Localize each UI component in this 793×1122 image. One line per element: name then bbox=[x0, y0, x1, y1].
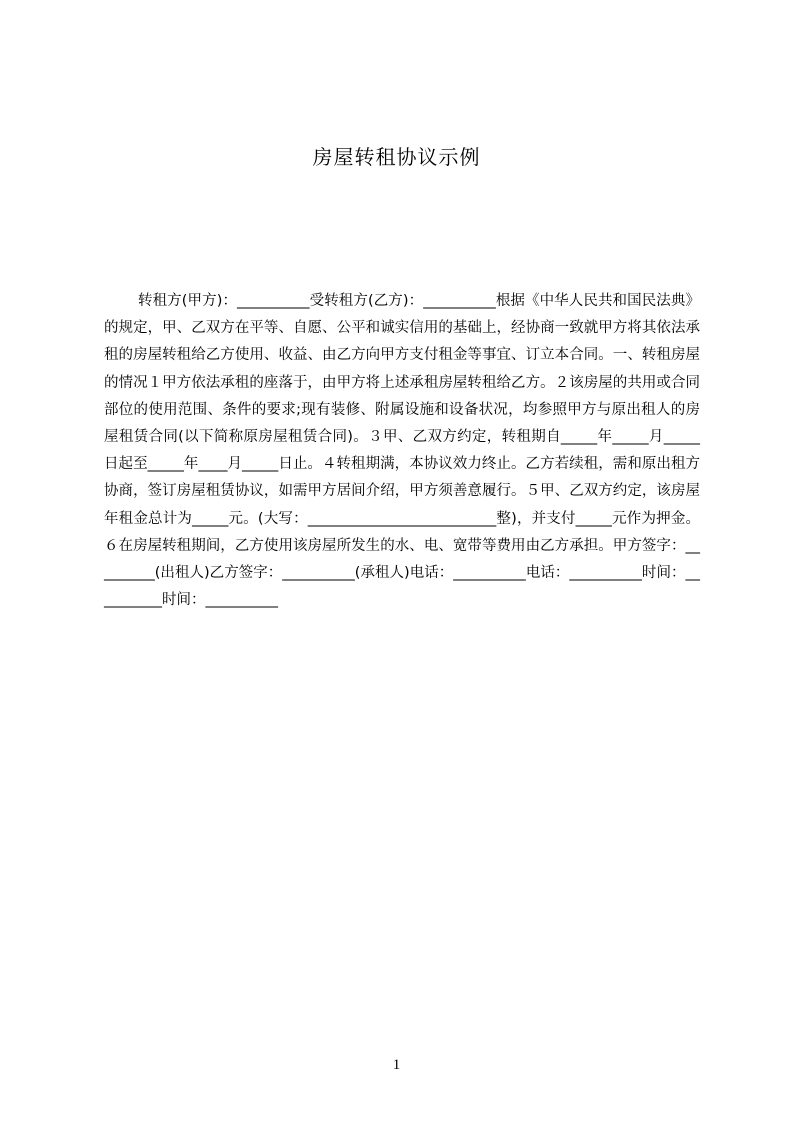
agreement-body: 转租方(甲方)：__________受转租方(乙方)：__________根据《中华人民共和国民法典》的规定，甲、乙双方在平等、自愿、公平和诚实信用的基础上，经协商一致就甲方将其依法承租的房屋转租给乙方使用、收益、由乙方向甲方支付租金等事宜、订立本合同。一、转租房屋的情况１甲方依法承租的座落于，由甲方将上述承租房屋转租给乙方。２该房屋的共用或合同部位的使用范围、条件的要求;现有装修、附属设施和设备状况，均参照甲方与原出租人的房屋租赁合同(以下简称原房屋租赁合同)。３甲、乙双方约定，转租期自_____年_____月_____日起至_____年____月_____日止。４转租期满，本协议效力终止。乙方若续租，需和原出租方协商，签订房屋租赁协议，如需甲方居间介绍，甲方须善意履行。５甲、乙双方约定，该房屋年租金总计为_____元。(大写：__________________________整)，并支付_____元作为押金。６在房屋转租期间，乙方使用该房屋所发生的水、电、宽带等费用由乙方承担。甲方签字：_________(出租人)乙方签字：__________(承租人)电话：__________电话：__________时间：__________时间：__________ bbox=[104, 293, 700, 609]
document-title: 房屋转租协议示例 bbox=[312, 145, 481, 169]
page-number: 1 bbox=[392, 1057, 401, 1073]
